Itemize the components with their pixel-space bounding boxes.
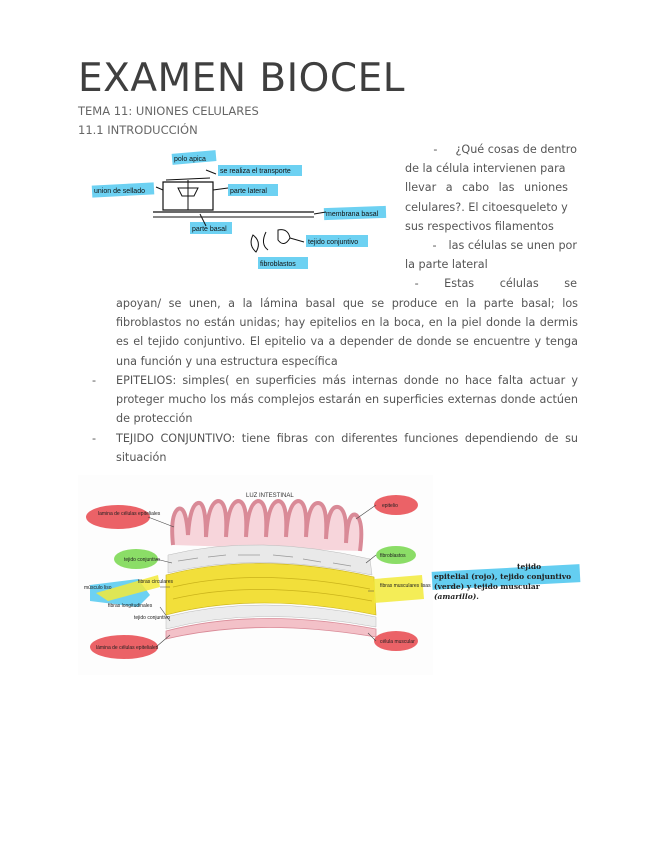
diagram-label-fibras: fibras musculares lisas xyxy=(380,583,431,589)
intestine-diagram xyxy=(78,475,433,675)
diagram-label-tejido: tejido conjuntivo xyxy=(124,557,160,563)
sketch-label-transporte: se realiza el transporte xyxy=(220,168,291,175)
right-line-2: de la célula intervienen para xyxy=(405,162,566,176)
right-line-7: la parte lateral xyxy=(405,258,488,272)
bullet-dash: - xyxy=(92,374,97,387)
diagram-caption xyxy=(432,562,580,604)
sketch-label-union: union de sellado xyxy=(94,188,145,195)
right-line-4: celulares?. El citoesqueleto y xyxy=(405,200,568,214)
diagram-label-musculo: músculo liso xyxy=(84,585,112,591)
sketch-label-fibroblastos: fibroblastos xyxy=(260,261,296,268)
bullet-dash: - xyxy=(92,432,97,445)
diagram-label-fibras-circ: fibras circulares xyxy=(138,579,174,585)
bullet-tejido xyxy=(92,429,578,467)
diagram-heading: LUZ INTESTINAL xyxy=(246,493,294,499)
diagram-label-fibroblastos: fibroblastos xyxy=(380,553,406,559)
diagram-label-tejido2: tejido conjuntivo xyxy=(134,615,170,621)
sketch-label-basal: parte basal xyxy=(192,226,227,233)
right-line-6: las células se unen por xyxy=(448,239,577,253)
page-title: EXAMEN BIOCEL xyxy=(78,56,405,101)
sketch-label-polo: polo apica xyxy=(174,156,206,163)
section-heading: 11.1 INTRODUCCIÓN xyxy=(78,123,198,137)
right-paragraph: - ¿Qué cosas de dentro de la célula intervienen para llevar a cabo las uniones celulares?. El citoesqueleto y sus respectivos filamentos - las células se unen por la parte lateral - Estas células se xyxy=(405,143,577,291)
right-line-8: Estas células se xyxy=(444,277,577,291)
bullet-epitelios xyxy=(92,371,578,429)
topic-heading: TEMA 11: UNIONES CELULARES xyxy=(78,104,259,118)
diagram-label-fibras-long: fibras longitudinales xyxy=(108,603,153,609)
bullet-text: EPITELIOS: simples( en superficies más internas donde no hace falta actuar y proteger mucho los más complejos estarán en superficies externas donde actúen de protección xyxy=(116,374,578,426)
bullet-text: TEJIDO CONJUNTIVO: tiene fibras con diferentes funciones dependiendo de su situación xyxy=(116,432,578,465)
caption-text: tejido epitelial (rojo), tejido conjuntivo (verde) y tejido muscular (amarillo). xyxy=(434,562,572,601)
cell-sketch xyxy=(78,140,390,275)
right-line-5: sus respectivos filamentos xyxy=(405,219,554,233)
diagram-label-lamina2: lámina de células epiteliales xyxy=(96,645,159,651)
right-line-1: ¿Qué cosas de dentro xyxy=(455,143,577,156)
diagram-label-celula: célula muscular xyxy=(380,639,415,645)
body-paragraph: apoyan/ se unen, a la lámina basal que se produce en la parte basal; los fibroblastos no están unidas; hay epitelios en la boca, en la piel donde la dermis es el tejido conjuntivo. El epitelio va a depender de donde se encuentre y tenga una función y una estructura específica xyxy=(116,297,578,368)
diagram-label-epitelio: epitelio xyxy=(382,503,398,509)
sketch-label-tejido: tejido conjuntivo xyxy=(308,239,359,246)
sketch-label-lateral: parte lateral xyxy=(230,188,267,195)
right-line-3: llevar a cabo las uniones xyxy=(405,181,568,195)
sketch-label-membrana: membrana basal xyxy=(326,211,379,218)
diagram-label-lamina: lamina de células epiteliales xyxy=(98,511,161,517)
